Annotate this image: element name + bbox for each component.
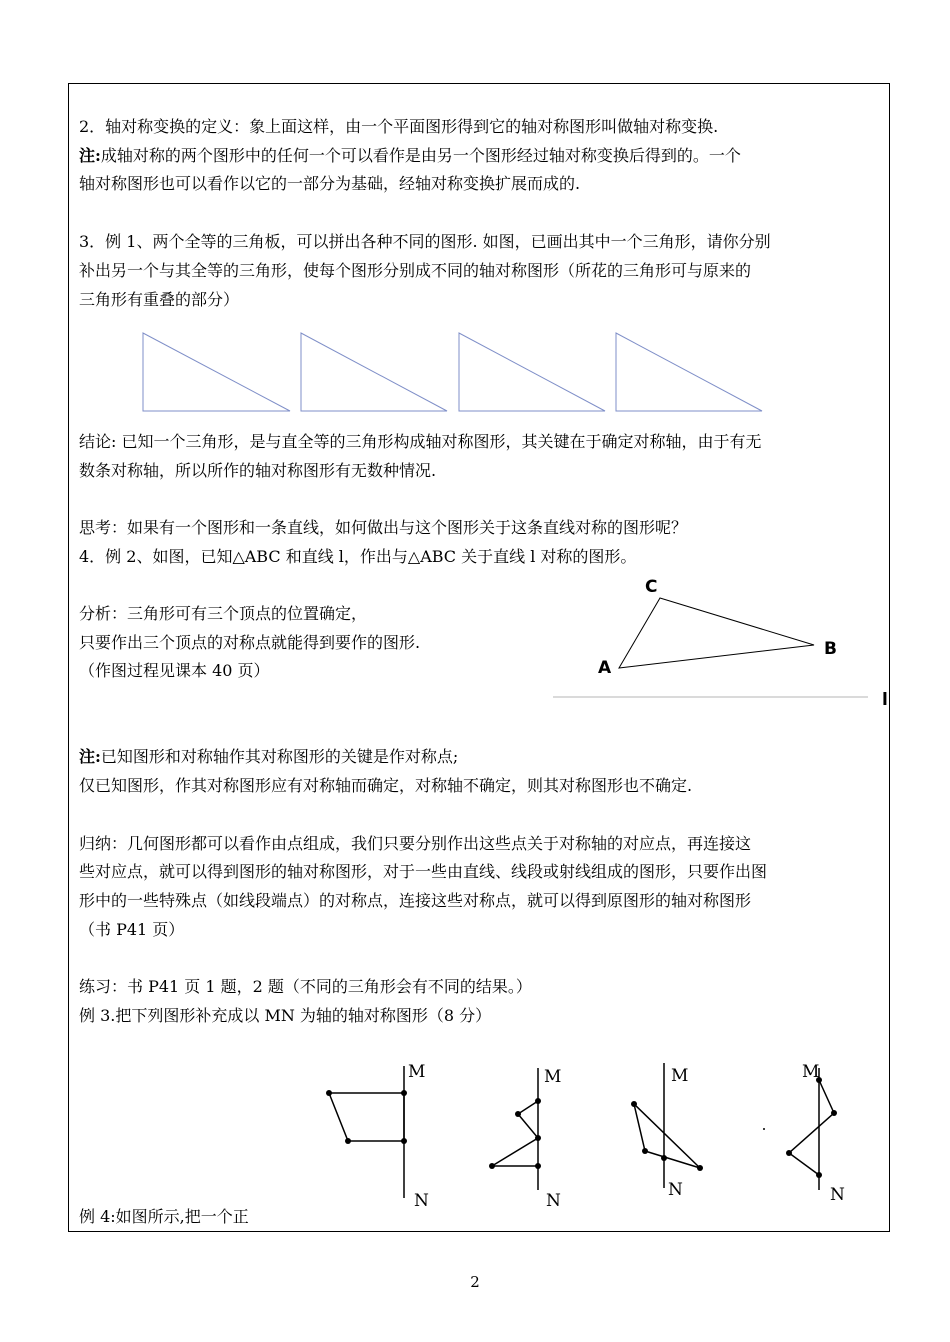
mn-figure-2-points [489,1098,541,1169]
example4-line: 例 4:如图所示,把一个正 [79,1207,249,1226]
summary-line-3: 形中的一些特殊点（如线段端点）的对称点，连接这些对称点，就可以得到原图形的轴对称图形 [79,891,752,910]
mn-figure-4 [789,1068,834,1190]
triangle-1 [143,333,290,411]
mn-figure-3 [634,1063,700,1188]
example2-line: 4．例 2、如图，已知△ABC 和直线 l，作出与△ABC 关于直线 l 对称的图形。 [79,547,637,566]
triangle-4 [616,333,762,411]
label-a: A [598,658,612,678]
summary-line-1: 归纳：几何图形都可以看作由点组成，我们只要分别作出这些点关于对称轴的对应点，再连接这 [79,834,752,853]
triangle-abc [619,598,814,668]
triangle-2 [301,333,447,411]
m-label-4: M [802,1062,820,1082]
n-label-2: N [546,1191,561,1211]
page-number: 2 [470,1273,480,1291]
note2-text: 已知图形和对称轴作其对称图形的关键是作对称点; [100,747,459,766]
summary-line-2: 些对应点，就可以得到图形的轴对称图形，对于一些由直线、线段或射线组成的图形，只要作出图 [79,862,768,881]
m-label-3: M [671,1066,689,1086]
label-c: C [645,577,658,597]
n-label-4: N [830,1185,845,1205]
m-label-1: M [408,1062,426,1082]
example1-line-1: 3．例 1、两个全等的三角板，可以拼出各种不同的图形. 如图，已画出其中一个三角形，请你分别 [79,232,771,251]
m-label-2: M [544,1067,562,1087]
mn-figure-2 [492,1068,538,1190]
example3-line: 例 3.把下列图形补充成以 MN 为轴的轴对称图形（8 分） [79,1006,492,1025]
practice-line: 练习：书 P41 页 1 题，2 题（不同的三角形会有不同的结果。） [79,977,532,996]
note2-line-2: 仅已知图形，作其对称图形应有对称轴而确定，对称轴不确定，则其对称图形也不确定. [79,776,693,795]
triangle-figures [143,333,762,411]
note-line-2: 轴对称图形也可以看作以它的一部分为基础，经轴对称变换扩展而成的. [79,174,581,193]
definition-line: 2．轴对称变换的定义：象上面这样，由一个平面图形得到它的轴对称图形叫做轴对称变换. [79,117,719,136]
analysis-line-3: （作图过程见课本 40 页） [79,661,270,680]
conclusion-line-1: 结论: 已知一个三角形，是与直全等的三角形构成轴对称图形，其关键在于确定对称轴，由于有无 [79,432,762,451]
mn-figure-1 [329,1066,404,1198]
mn-figure-4-points [763,1077,837,1178]
note2-paragraph [79,747,458,767]
summary-line-4: （书 P41 页） [79,920,185,939]
analysis-line-2: 只要作出三个顶点的对称点就能得到要作的图形. [79,633,421,652]
triangle-3 [459,333,605,411]
triangle-abc-figure [553,577,888,710]
example1-line-3: 三角形有重叠的部分） [79,290,240,309]
note-label: 注: [79,146,101,165]
label-l: l [882,690,888,710]
n-label-3: N [668,1180,683,1200]
example1-line-2: 补出另一个与其全等的三角形，使每个图形分别成不同的轴对称图形（所花的三角形可与原来的 [79,261,752,280]
think-line: 思考：如果有一个图形和一条直线，如何做出与这个图形关于这条直线对称的图形呢？ [79,518,688,537]
analysis-line-1: 分析：三角形可有三个顶点的位置确定， [79,604,368,623]
conclusion-line-2: 数条对称轴，所以所作的轴对称图形有无数种情况. [79,461,437,480]
label-b: B [824,639,837,659]
n-label-1: N [414,1191,429,1211]
note2-label: 注: [79,747,101,766]
note-text: 成轴对称的两个图形中的任何一个可以看作是由另一个图形经过轴对称变换后得到的。一个 [100,146,741,165]
